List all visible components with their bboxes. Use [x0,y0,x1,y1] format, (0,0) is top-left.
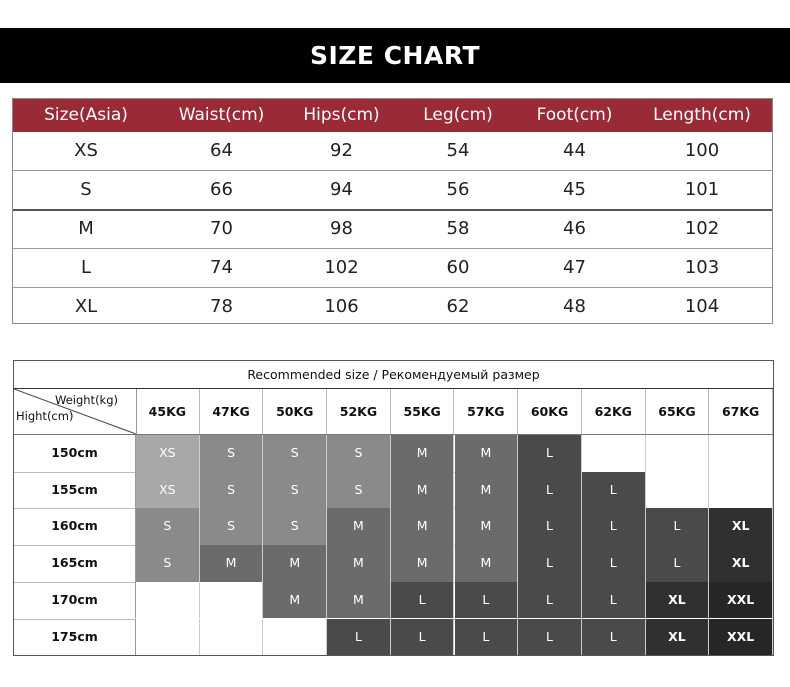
size-cell: XS [136,472,200,509]
size-cell: M [455,508,519,545]
size-cell [646,435,710,472]
size-cell: S [136,545,200,582]
size-cell: M [391,508,455,545]
size-table-cell: 56 [446,179,470,200]
height-row-label: 155cm [14,472,136,509]
size-cell: L [518,435,582,472]
size-table-cell: 62 [446,296,470,317]
size-cell: XL [646,582,710,619]
height-axis-label: Hight(cm) [16,409,74,423]
recommended-size-table [13,360,774,656]
weight-header-cell: 60KG [518,389,582,434]
size-cell: L [391,619,455,656]
size-cell: M [327,508,391,545]
size-cell: S [263,508,327,545]
size-cell [136,582,200,619]
recommended-size-title: Recommended size / Рекомендуемый размер [14,361,773,389]
size-table-cell: 102 [324,257,359,278]
size-cell: S [263,435,327,472]
size-table-cell: L [80,257,92,278]
table-row [13,210,772,248]
height-row-label: 160cm [14,508,136,545]
size-cell: L [582,508,646,545]
size-table-cell: 45 [563,179,586,200]
size-cell: L [518,472,582,509]
size-cell: L [391,582,455,619]
corner-header [14,389,137,434]
weight-header-cell: 62KG [582,389,646,434]
size-table-header-cell: Foot(cm) [536,105,613,125]
size-table-cell: 64 [210,140,233,161]
height-row-label: 150cm [14,435,136,472]
size-table-cell: 66 [210,179,233,200]
size-cell: L [455,619,519,656]
size-table-cell: 44 [563,140,586,161]
size-cell: L [646,545,710,582]
size-cell: L [327,619,391,656]
height-row-label: 170cm [14,582,136,619]
size-cell: M [455,545,519,582]
size-table-header-cell: Waist(cm) [178,105,265,125]
size-cell: L [582,619,646,656]
size-table-cell: XS [74,140,98,161]
size-table-header-cell: Leg(cm) [423,105,493,125]
size-cell: XL [709,545,773,582]
size-table-cell: 100 [684,140,720,161]
size-cell [709,472,773,509]
size-cell: L [582,472,646,509]
size-cell: S [136,508,200,545]
size-cell: M [391,472,455,509]
size-cell: M [327,582,391,619]
size-cell: L [455,582,519,619]
size-cell [136,619,200,656]
weight-header-cell: 65KG [646,389,710,434]
size-cell: M [391,435,455,472]
height-row-label: 175cm [14,619,136,656]
size-table-cell: 78 [210,296,233,317]
table-row [13,132,772,170]
size-cell: M [200,545,264,582]
size-cell: L [582,545,646,582]
weight-header-cell: 57KG [455,389,519,434]
size-table-cell: XL [74,296,98,317]
height-row-label: 165cm [14,545,136,582]
size-table-header-cell: Hips(cm) [303,105,380,125]
size-table-header-cell: Length(cm) [653,105,751,125]
size-cell: M [455,472,519,509]
table-row [13,249,772,287]
size-table-cell: 74 [210,257,233,278]
size-cell: S [200,472,264,509]
size-cell: L [518,619,582,656]
size-cell [200,619,264,656]
size-table-cell: 94 [330,179,353,200]
size-table-cell: 70 [210,218,233,239]
size-cell: S [200,435,264,472]
size-cell [263,619,327,656]
size-cell: S [200,508,264,545]
size-cell: S [263,472,327,509]
size-cell [582,435,646,472]
size-cell: M [327,545,391,582]
size-table-cell: 48 [563,296,586,317]
size-cell: XS [136,435,200,472]
size-table-cell: 106 [324,296,359,317]
size-cell: L [582,582,646,619]
size-cell [646,472,710,509]
size-cell: M [455,435,519,472]
size-table-cell: 102 [684,218,720,239]
size-table-cell: 104 [684,296,720,317]
table-row [13,288,772,326]
size-table-cell: M [78,218,94,239]
size-cell: L [518,508,582,545]
size-table-cell: 60 [446,257,470,278]
weight-axis-label: Weight(kg) [55,393,118,407]
size-table-cell: 103 [684,257,720,278]
size-cell: L [646,508,710,545]
size-cell: XL [646,619,710,656]
size-cell: M [391,545,455,582]
size-table-cell: 58 [446,218,470,239]
size-table-header [13,99,772,132]
size-cell: M [263,582,327,619]
size-table-cell: 47 [563,257,586,278]
size-table-cell: S [80,179,92,200]
size-cell: XL [709,508,773,545]
size-cell [200,582,264,619]
size-table-cell: 98 [330,218,353,239]
size-cell: XXL [709,582,773,619]
page-title: SIZE CHART [309,41,480,70]
weight-header-cell: 45KG [136,389,200,434]
size-cell: L [518,545,582,582]
weight-header-cell: 52KG [327,389,391,434]
size-cell: M [263,545,327,582]
size-cell: XXL [709,619,773,656]
weight-header-cell: 50KG [263,389,327,434]
size-table-cell: 54 [446,140,470,161]
size-cell [709,435,773,472]
table-row [13,171,772,209]
weight-header-cell: 55KG [391,389,455,434]
title-banner [0,28,790,83]
size-table-cell: 46 [563,218,586,239]
weight-header-cell: 67KG [709,389,773,434]
size-cell: L [518,582,582,619]
size-table [12,98,773,324]
size-table-header-cell: Size(Asia) [44,105,128,125]
weight-header-cell: 47KG [200,389,264,434]
size-table-cell: 101 [684,179,720,200]
size-cell: S [327,472,391,509]
size-table-cell: 92 [330,140,353,161]
size-cell: S [327,435,391,472]
